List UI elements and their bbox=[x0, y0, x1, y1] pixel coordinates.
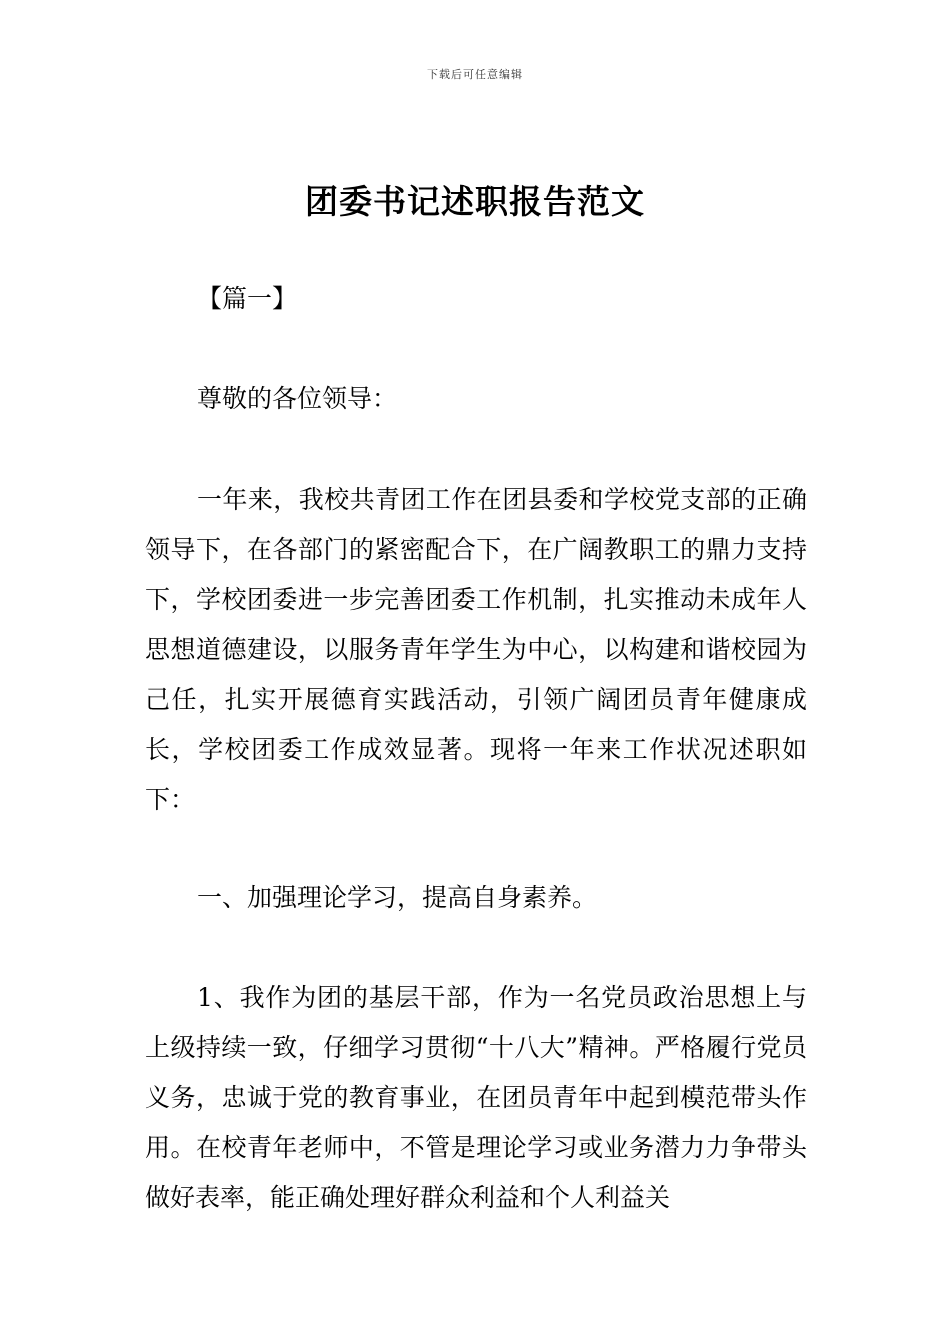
document-title: 团委书记述职报告范文 bbox=[305, 182, 645, 221]
section-label: 【篇一】 bbox=[197, 284, 298, 313]
salutation: 尊敬的各位领导： bbox=[197, 384, 398, 413]
section-heading-one: 一、加强理论学习，提高自身素养。 bbox=[197, 883, 598, 912]
page-header-note: 下载后可任意编辑 bbox=[427, 68, 523, 81]
intro-paragraph: 一年来，我校共青团工作在团县委和学校党支部的正确领导下，在各部门的紧密配合下，在广阔教职工的鼎力支持下，学校团委进一步完善团委工作机制，扎实推动未成年人思想道德建设，以服务青年学生为中心，以构建和谐校园为己任，扎实开展德育实践活动，引领广阔团员青年健康成长，学校团委工作成效显著。现将一年来工作状况述职如下： bbox=[145, 485, 807, 814]
point-one-paragraph: 1、我作为团的基层干部，作为一名党员政治思想上与上级持续一致，仔细学习贯彻“十八大”精神。严格履行党员义务，忠诚于党的教育事业，在团员青年中起到模范带头作用。在校青年老师中，不管是理论学习或业务潜力力争带头做好表率，能正确处理好群众利益和个人利益关 bbox=[145, 983, 807, 1212]
